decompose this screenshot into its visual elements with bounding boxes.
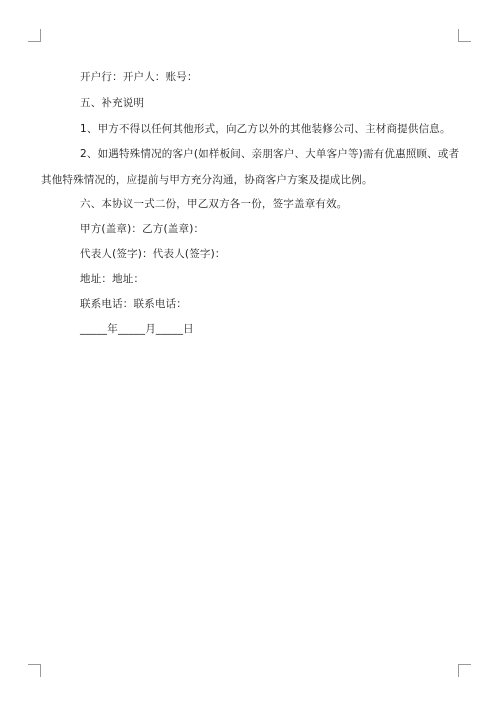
clause-2-line-2: 其他特殊情况的，应提前与甲方充分沟通，协商客户方案及提成比例。 <box>41 174 373 186</box>
section-heading-supplement: 五、补充说明 <box>80 97 145 109</box>
crop-mark-bottom-right <box>458 664 471 677</box>
signature-representative-line: 代表人(签字)：代表人(签字)： <box>80 248 226 260</box>
bank-account-line: 开户行：开户人：账号： <box>80 71 198 83</box>
phone-line: 联系电话：联系电话： <box>80 298 187 310</box>
crop-mark-top-left <box>28 29 41 42</box>
crop-mark-bottom-left <box>28 664 41 677</box>
section-heading-copies: 六、本协议一式二份，甲乙双方各一份，签字盖章有效。 <box>80 198 348 210</box>
address-line: 地址：地址： <box>80 273 145 285</box>
clause-1: 1、甲方不得以任何其他形式，向乙方以外的其他装修公司、主材商提供信息。 <box>80 123 451 135</box>
signature-party-line: 甲方(盖章)：乙方(盖章)： <box>80 223 205 235</box>
date-line: _____年_____月_____日 <box>80 323 194 335</box>
clause-2-line-1: 2、如遇特殊情况的客户(如样板间、亲朋客户、大单客户等)需有优惠照顾、或者 <box>80 148 460 160</box>
crop-mark-top-right <box>458 29 471 42</box>
